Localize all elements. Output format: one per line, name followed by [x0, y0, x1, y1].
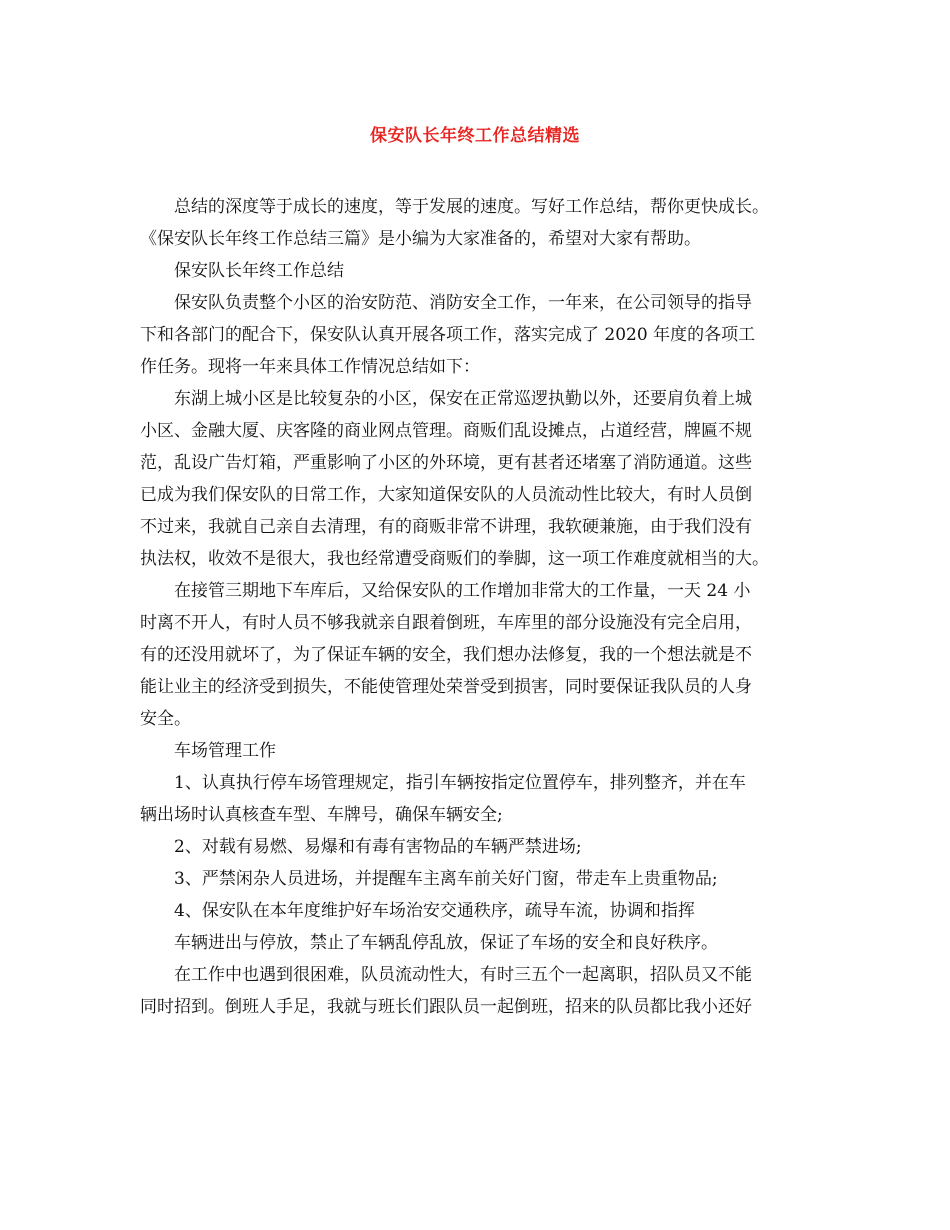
text-line: 执法权，收效不是很大，我也经常遭受商贩们的拳脚，这一项工作难度就相当的大。: [140, 549, 769, 569]
text-line: 在工作中也遇到很困难，队员流动性大，有时三五个一起离职，招队员又不能: [174, 965, 752, 985]
text-line: 总结的深度等于成长的速度，等于发展的速度。写好工作总结，帮你更快成长。: [174, 197, 769, 217]
text-line: 不过来，我就自己亲自去清理，有的商贩非常不讲理，我软硬兼施，由于我们没有: [140, 517, 752, 537]
text-line: 东湖上城小区是比较复杂的小区，保安在正常巡逻执勤以外，还要肩负着上城: [174, 389, 752, 409]
text-line: 同时招到。倒班人手足，我就与班长们跟队员一起倒班，招来的队员都比我小还好: [140, 997, 752, 1017]
text-line: 作任务。现将一年来具体工作情况总结如下：: [140, 357, 480, 377]
text-line: 4、保安队在本年度维护好车场治安交通秩序，疏导车流，协调和指挥: [174, 901, 695, 921]
text-line: 小区、金融大厦、庆客隆的商业网点管理。商贩们乱设摊点，占道经营，牌匾不规: [140, 421, 752, 441]
text-line: 安全。: [140, 709, 191, 729]
text-line: 能让业主的经济受到损失，不能使管理处荣誉受到损害，同时要保证我队员的人身: [140, 677, 752, 697]
text-line: 已成为我们保安队的日常工作，大家知道保安队的人员流动性比较大，有时人员倒: [140, 485, 752, 505]
text-line: 辆出场时认真核查车型、车牌号，确保车辆安全;: [140, 805, 503, 825]
text-line: 时离不开人，有时人员不够我就亲自跟着倒班，车库里的部分设施没有完全启用，: [140, 613, 752, 633]
text-line: 保安队长年终工作总结: [174, 261, 344, 281]
text-line: 2、对载有易燃、易爆和有毒有害物品的车辆严禁进场;: [174, 837, 582, 857]
text-line: 下和各部门的配合下，保安队认真开展各项工作，落实完成了 2020 年度的各项工: [140, 325, 756, 345]
text-line: 有的还没用就坏了，为了保证车辆的安全，我们想办法修复，我的一个想法就是不: [140, 645, 752, 665]
document-body: [140, 191, 820, 1023]
document-title: 保安队长年终工作总结精选: [370, 126, 580, 146]
text-line: 车辆进出与停放，禁止了车辆乱停乱放，保证了车场的安全和良好秩序。: [174, 933, 718, 953]
text-line: 3、严禁闲杂人员进场，并提醒车主离车前关好门窗，带走车上贵重物品;: [174, 869, 718, 889]
text-line: 在接管三期地下车库后，又给保安队的工作增加非常大的工作量，一天 24 小: [174, 581, 751, 601]
text-line: 1、认真执行停车场管理规定，指引车辆按指定位置停车，排列整齐，并在车: [174, 773, 746, 793]
text-line: 《保安队长年终工作总结三篇》是小编为大家准备的，希望对大家有帮助。: [140, 229, 701, 249]
text-line: 范，乱设广告灯箱，严重影响了小区的外环境，更有甚者还堵塞了消防通道。这些: [140, 453, 752, 473]
text-line: 车场管理工作: [174, 741, 276, 761]
text-line: 保安队负责整个小区的治安防范、消防安全工作，一年来，在公司领导的指导: [174, 293, 752, 313]
